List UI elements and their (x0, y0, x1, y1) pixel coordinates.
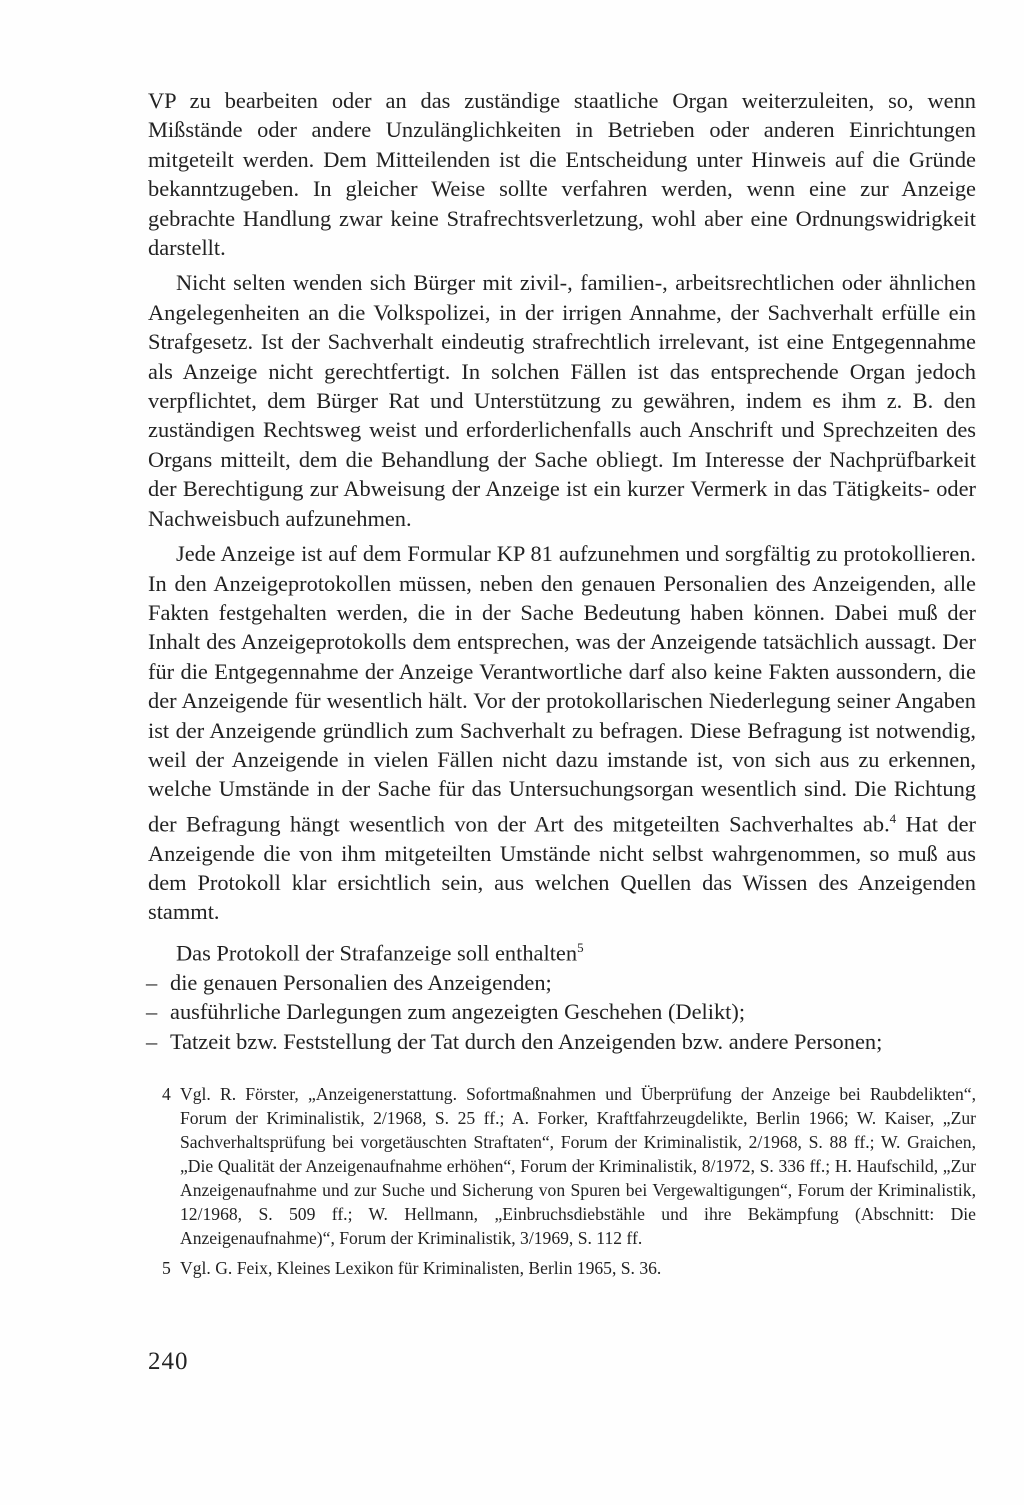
paragraph-3 (148, 539, 976, 927)
protocol-contents-list (148, 968, 976, 1056)
list-item-text: ausführliche Darlegungen zum angezeigten Geschehen (Delikt); (170, 999, 746, 1025)
paragraph-1: VP zu bearbeiten oder an das zuständige staatliche Organ weiterzuleiten, so, wenn Mißstände oder andere Unzulänglichkeiten in Betrieben oder anderen Einrichtungen mitgeteilt werden. Dem Mitteilenden ist die Entscheidung unter Hinweis auf die Gründe bekanntzugeben. In gleicher Weise sollte verfahren werden, wenn eine zur Anzeige gebrachte Handlung zwar keine Strafrechtsverletzung, wohl aber eine Ordnungswidrigkeit darstellt. (148, 88, 976, 261)
page-number: 240 (148, 1348, 189, 1375)
list-dash: – (146, 999, 158, 1025)
list-dash: – (146, 969, 158, 995)
footnote-ref-4: 4 (889, 810, 897, 826)
footnote-text: Vgl. G. Feix, Kleines Lexikon für Kriminalisten, Berlin 1965, S. 36. (180, 1258, 662, 1278)
paragraph-3-text-continued: Hat der Anzeigende die von ihm mitgeteilten Umstände nicht selbst wahrgenommen, so muß aus dem Protokoll klar ersichtlich sein, aus welchen Quellen das Wissen des Anzeigenden stammt. (148, 811, 976, 925)
footnote-ref-5: 5 (577, 939, 584, 955)
list-item (148, 1027, 976, 1056)
list-dash: – (146, 1028, 158, 1054)
footnote-4 (148, 1082, 976, 1250)
footnote-text: Vgl. R. Förster, „Anzeigenerstattung. Sofortmaßnahmen und Überprüfung der Anzeige bei Raubdelikten“, Forum der Kriminalistik, 2/1968, S. 25 ff.; A. Forker, Kraftfahrzeugdelikte, Berlin 1966; W. Kaiser, „Zur Sachverhaltsprüfung bei vorgetäuschten Straftaten“, Forum der Kriminalistik, 2/1968, S. 88 ff.; W. Graichen, „Die Qualität der Anzeigenaufnahme erhöhen“, Forum der Kriminalistik, 8/1972, S. 336 ff.; H. Haufschild, „Zur Anzeigenaufnahme und zur Suche und Sicherung von Spuren bei Vergewaltigungen“, Forum der Kriminalistik, 12/1968, S. 509 ff.; W. Hellmann, „Einbruchsdiebstähle und ihre Bekämpfung (Abschnitt: Die Anzeigenaufnahme)“, Forum der Kriminalistik, 3/1969, S. 112 ff. (180, 1084, 976, 1248)
footnotes (148, 1082, 976, 1286)
footnote-5 (148, 1256, 976, 1280)
list-item-text: die genauen Personalien des Anzeigenden; (170, 969, 552, 995)
list-item (148, 997, 976, 1026)
main-text (148, 86, 976, 1056)
list-intro-text: Das Protokoll der Strafanzeige soll enthalten (176, 940, 578, 966)
paragraph-2: Nicht selten wenden sich Bürger mit zivil-, familien-, arbeitsrechtlichen oder ähnlichen Angelegenheiten an die Volkspolizei, in der irrigen Annahme, der Sachverhalt erfülle ein Strafgesetz. Ist der Sachverhalt eindeutig strafrechtlich irrelevant, ist eine Entgegennahme als Anzeige nicht gerechtfertigt. In solchen Fällen ist das entsprechende Organ jedoch verpflichtet, dem Bürger Rat und Unterstützung zu gewähren, indem es ihm z. B. den zuständigen Rechtsweg weist und erforderlichenfalls auch Anschrift und Sprechzeiten des Organs mitteilt, dem die Behandlung der Sache obliegt. Im Interesse der Nachprüfbarkeit der Berechtigung zur Abweisung der Anzeige ist ein kurzer Vermerk in das Tätigkeits- oder Nachweisbuch aufzunehmen. (148, 270, 976, 531)
list-item (148, 968, 976, 997)
footnote-number: 4 (162, 1084, 171, 1104)
footnote-number: 5 (162, 1258, 171, 1278)
list-item-text: Tatzeit bzw. Feststellung der Tat durch den Anzeigenden bzw. andere Personen; (170, 1028, 883, 1054)
paragraph-3-text: Jede Anzeige ist auf dem Formular KP 81 aufzunehmen und sorgfältig zu protokollieren. In den Anzeigeprotokollen müssen, neben den genauen Personalien des Anzeigenden, alle Fakten festgehalten werden, die in der Sache Bedeutung haben können. Dabei muß der Inhalt des Anzeigeprotokolls dem entsprechen, was der Anzeigende tatsächlich aussagt. Der für die Entgegennahme der Anzeige Verantwortliche darf also keine Fakten aussondern, die der Anzeigende für wesentlich hält. Vor der protokollarischen Niederlegung seiner Angaben ist der Anzeigende gründlich zum Sachverhalt zu befragen. Diese Befragung ist notwendig, weil der Anzeigende in vielen Fällen nicht dazu imstande ist, von sich aus zu erkennen, welche Umstände in der Sache für das Untersuchungsorgan wesentlich sind. Die Richtung der Befragung hängt wesentlich von der Art des mitgeteilten Sachverhaltes ab. (148, 541, 976, 837)
list-intro (148, 933, 976, 968)
